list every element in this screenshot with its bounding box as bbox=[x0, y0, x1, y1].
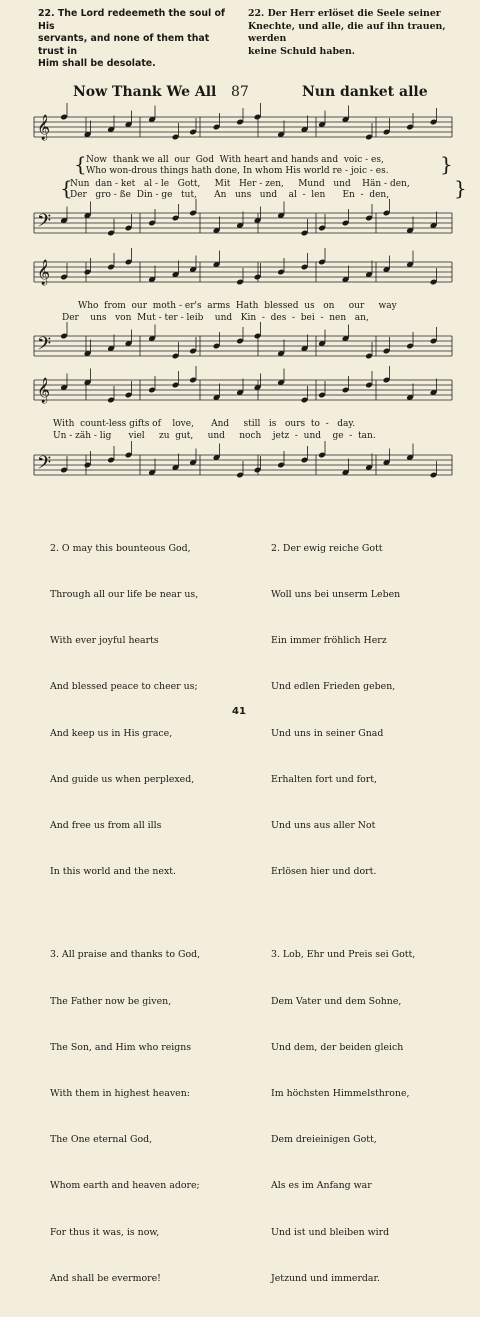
verse-line: Ein immer fröhlich Herz bbox=[271, 635, 387, 647]
verses-english bbox=[50, 510, 200, 1317]
verse-line: 3. Lob, Ehr und Preis sei Gott, bbox=[271, 949, 416, 961]
verses-german bbox=[271, 510, 415, 1317]
verse-line: With ever joyful hearts bbox=[50, 635, 159, 647]
lyric-line: Der gro - ße Din - ge tut, An uns und al - len En - den, bbox=[70, 190, 390, 200]
verse-line: Und uns aus aller Not bbox=[271, 820, 376, 832]
verse-line: Dem dreieinigen Gott, bbox=[271, 1134, 377, 1146]
treble-clef-icon: 𝄞 bbox=[37, 115, 51, 140]
verse-line: Und ist und bleiben wird bbox=[271, 1226, 390, 1238]
page-number: 41 bbox=[232, 706, 246, 717]
verse-line: The Father now be given, bbox=[50, 995, 172, 1007]
verse-line: For thus it was, is now, bbox=[50, 1226, 160, 1238]
verse-line: And free us from all ills bbox=[50, 820, 162, 832]
verse-line: And keep us in His grace, bbox=[50, 727, 173, 739]
hymn-number: 87 bbox=[231, 84, 249, 100]
lyric-line: Nun dan - ket al - le Gott, Mit Her - zen, Mund und Hän - den, bbox=[70, 179, 410, 189]
brace-de: { bbox=[60, 176, 73, 200]
verse-line: And guide us when perplexed, bbox=[50, 773, 195, 785]
verse-line: Through all our life be near us, bbox=[50, 589, 199, 601]
verse-line: The Son, and Him who reigns bbox=[50, 1041, 192, 1053]
verse-line: Erlösen hier und dort. bbox=[271, 866, 377, 878]
treble-clef-icon: 𝄞 bbox=[37, 378, 51, 403]
text-line: 22. Der Herr erlöset die Seele seiner bbox=[248, 8, 441, 19]
bass-clef-icon: 𝄢 bbox=[37, 334, 52, 359]
lyric-line: Now thank we all our God With heart and hands and voic - es, bbox=[86, 155, 384, 165]
verse-line: 2. O may this bounteous God, bbox=[50, 542, 191, 554]
verse-line: 2. Der ewig reiche Gott bbox=[271, 542, 383, 554]
lyric-line: Der uns von Mut - ter - leib und Kin - des - bei - nen an, bbox=[62, 313, 369, 323]
verse-line: 3. All praise and thanks to God, bbox=[50, 949, 201, 961]
brace-en-right: } bbox=[440, 152, 453, 176]
verse-line: Als es im Anfang war bbox=[271, 1180, 372, 1192]
verse-line: Dem Vater und dem Sohne, bbox=[271, 995, 402, 1007]
verse-line: Und edlen Frieden geben, bbox=[271, 681, 396, 693]
lyric-line: With count-less gifts of love, And still is ours to - day. bbox=[53, 419, 356, 429]
verse-line: Und uns in seiner Gnad bbox=[271, 727, 384, 739]
brace-en: { bbox=[74, 152, 87, 176]
verse-line: The One eternal God, bbox=[50, 1134, 153, 1146]
lyric-line: Who won-drous things hath done, In whom His world re - joic - es. bbox=[86, 166, 389, 176]
verse-line: Whom earth and heaven adore; bbox=[50, 1180, 200, 1192]
text-line: keine Schuld haben. bbox=[248, 45, 356, 57]
verse-line: And blessed peace to cheer us; bbox=[50, 681, 198, 693]
verse-line: In this world and the next. bbox=[50, 866, 177, 878]
text-line: Him shall be desolate. bbox=[38, 58, 156, 70]
text-line: 22. The Lord redeemeth the soul of His bbox=[38, 8, 226, 32]
brace-de-right: } bbox=[454, 176, 467, 200]
verse-line: Und dem, der beiden gleich bbox=[271, 1041, 404, 1053]
treble-clef-icon: 𝄞 bbox=[37, 260, 51, 285]
verse-line: Woll uns bei unserm Leben bbox=[271, 589, 401, 601]
bass-clef-icon: 𝄢 bbox=[37, 453, 52, 478]
verse-line: Erhalten fort und fort, bbox=[271, 773, 378, 785]
text-line: Knechte, und alle, die auf ihn trauen, werden bbox=[248, 20, 446, 45]
text-line: servants, and none of them that trust in bbox=[38, 33, 210, 57]
verse-line: Jetzund und immerdar. bbox=[271, 1272, 380, 1284]
hymn-title-english: Now Thank We All bbox=[73, 84, 217, 100]
bass-clef-icon: 𝄢 bbox=[37, 211, 52, 236]
lyric-line: Who from our moth - er's arms Hath blessed us on our way bbox=[78, 301, 397, 311]
verse-line: Im höchsten Himmelsthrone, bbox=[271, 1088, 410, 1100]
verse-line: And shall be evermore! bbox=[50, 1272, 161, 1284]
verse-line: With them in highest heaven: bbox=[50, 1088, 190, 1100]
lyric-line: Un - zäh - lig viel zu gut, und noch jetz - und ge - tan. bbox=[53, 431, 376, 441]
hymn-title-german: Nun danket alle bbox=[302, 84, 428, 100]
